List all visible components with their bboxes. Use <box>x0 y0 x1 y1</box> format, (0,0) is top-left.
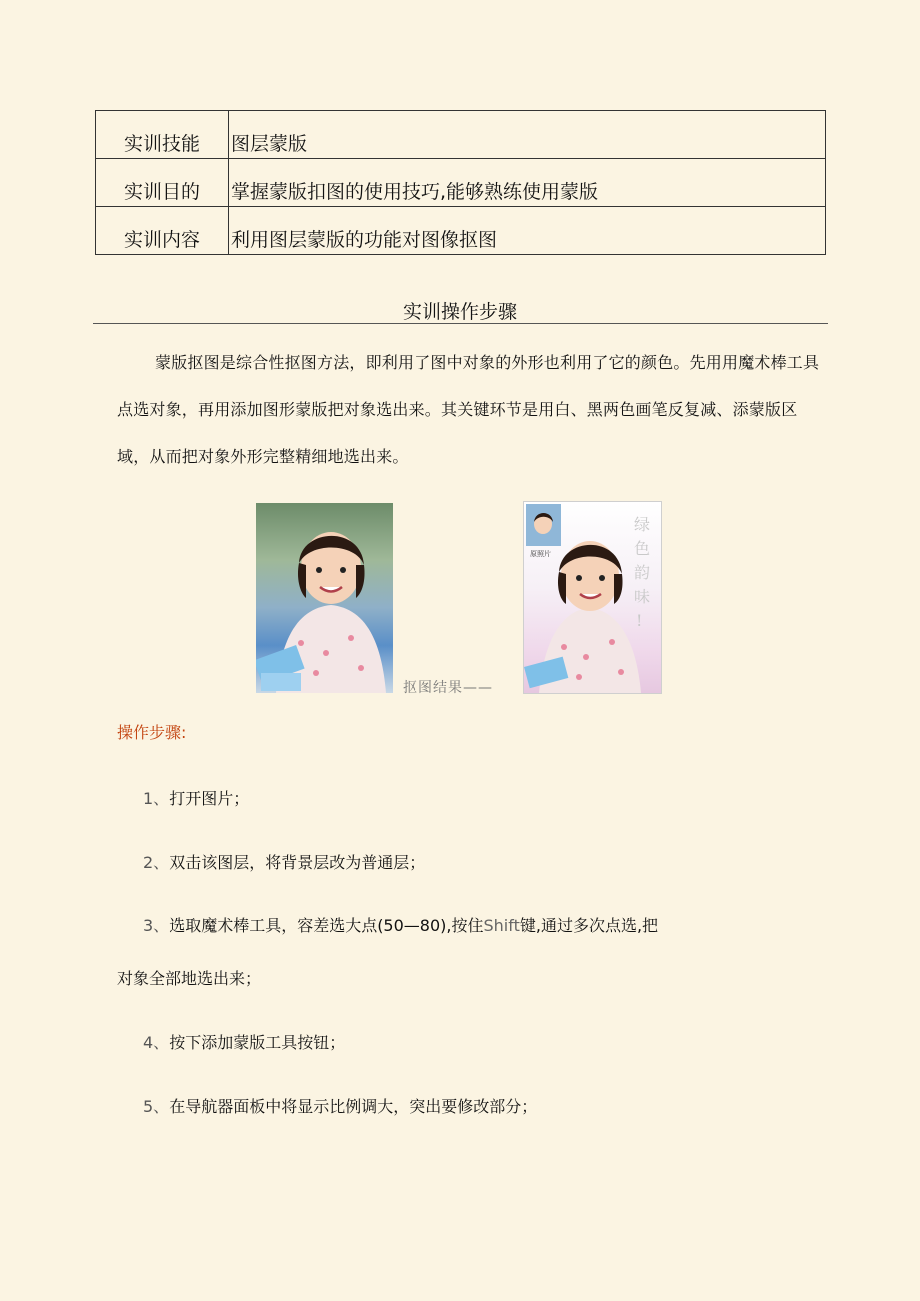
step-3-continuation: 对象全部地选出来； <box>117 969 262 988</box>
child-photo-illustration <box>256 503 393 693</box>
step-1 <box>143 786 249 809</box>
step-number: 4、 <box>143 1033 170 1052</box>
vertical-text-char: ! <box>636 611 643 630</box>
step-5 <box>143 1094 537 1117</box>
step-text: 打开图片； <box>169 789 250 808</box>
row-value: 图层蒙版 <box>229 111 826 159</box>
steps-heading: 操作步骤: <box>117 723 187 742</box>
section-divider <box>93 323 828 324</box>
vertical-text-char: 色 <box>634 539 651 558</box>
step-text-after: 键,通过多次点选,把 <box>519 916 659 935</box>
table-row <box>96 207 826 255</box>
shift-key-text: Shift <box>483 916 520 935</box>
figure-caption: 抠图结果—— <box>403 680 493 696</box>
original-photo <box>256 503 393 693</box>
step-text: 选取魔术棒工具，容差选大点(50—80),按住 <box>169 916 484 935</box>
row-label: 实训内容 <box>96 207 229 255</box>
step-number: 5、 <box>143 1097 170 1116</box>
step-2 <box>143 850 425 873</box>
intro-paragraph: 蒙版抠图是综合性抠图方法，即利用了图中对象的外形也利用了它的颜色。先用用魔术棒工具点选对象，再用添加图形蒙版把对象选出来。其关键环节是用白、黑两色画笔反复减、添蒙版区域，从而把对象外形完整精细地选出来。 <box>117 353 820 466</box>
row-label: 实训目的 <box>96 159 229 207</box>
vertical-text-char: 味 <box>634 587 651 606</box>
row-label: 实训技能 <box>96 111 229 159</box>
row-value: 利用图层蒙版的功能对图像抠图 <box>229 207 826 255</box>
info-table <box>95 110 826 255</box>
step-4 <box>143 1030 345 1053</box>
inset-label: 原照片 <box>530 550 551 558</box>
result-photo <box>523 501 662 694</box>
table-row <box>96 111 826 159</box>
result-illustration <box>524 502 661 693</box>
vertical-text-char: 韵 <box>634 563 651 582</box>
vertical-text-char: 绿 <box>634 515 651 534</box>
step-number: 2、 <box>143 853 170 872</box>
section-title: 实训操作步骤 <box>402 301 517 323</box>
step-text: 在导航器面板中将显示比例调大，突出要修改部分； <box>169 1097 538 1116</box>
step-number: 1、 <box>143 789 170 808</box>
step-text: 按下添加蒙版工具按钮； <box>169 1033 346 1052</box>
step-3 <box>143 913 658 936</box>
step-text: 双击该图层，将背景层改为普通层； <box>169 853 426 872</box>
row-value: 掌握蒙版扣图的使用技巧,能够熟练使用蒙版 <box>229 159 826 207</box>
step-number: 3、 <box>143 916 170 935</box>
table-row <box>96 159 826 207</box>
